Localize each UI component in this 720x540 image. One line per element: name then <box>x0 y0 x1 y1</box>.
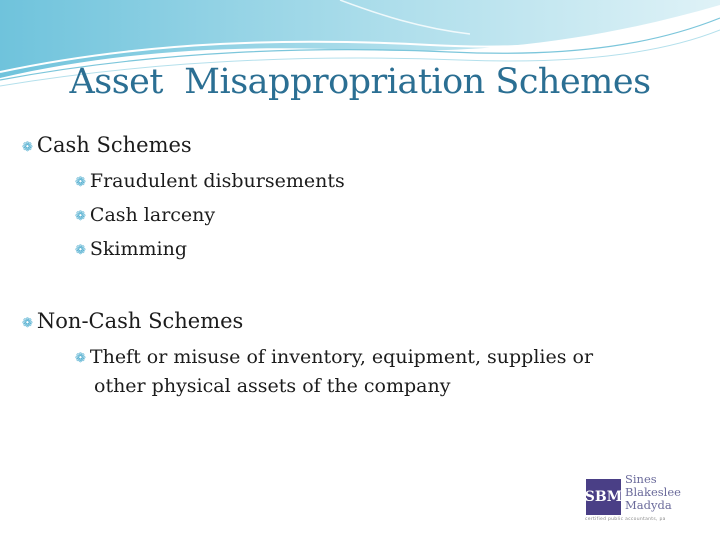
slide-title: Asset Misappropriation Schemes <box>69 62 651 102</box>
list-item-label: Skimming <box>89 238 188 260</box>
list-item-continuation: other physical assets of the company <box>94 375 451 397</box>
wingding-bullet-icon: ❁ <box>75 209 86 224</box>
section-label: Non-Cash Schemes <box>36 309 244 333</box>
section-label: Cash Schemes <box>36 133 192 157</box>
list-item-label: Cash larceny <box>89 204 216 226</box>
wingding-bullet-icon: ❁ <box>22 316 33 331</box>
logo-name: Blakeslee <box>625 485 681 499</box>
logo-tagline: certified public accountants, pa <box>585 517 666 522</box>
list-item-label: Theft or misuse of inventory, equipment, supplies or <box>89 346 594 368</box>
logo-name: Madyda <box>625 498 672 512</box>
list-item <box>75 170 345 192</box>
wingding-bullet-icon: ❁ <box>22 140 33 155</box>
wingding-bullet-icon: ❁ <box>75 351 86 366</box>
list-item <box>75 238 187 260</box>
section-cash-schemes <box>22 133 192 157</box>
list-item <box>75 204 215 226</box>
logo-monogram: SBM <box>586 479 621 515</box>
list-item-label: Fraudulent disbursements <box>89 170 345 192</box>
list-item <box>75 346 593 368</box>
logo-names <box>625 473 681 512</box>
wingding-bullet-icon: ❁ <box>75 243 86 258</box>
section-non-cash-schemes <box>22 309 243 333</box>
wingding-bullet-icon: ❁ <box>75 175 86 190</box>
logo-name: Sines <box>625 472 657 486</box>
sbm-logo <box>585 470 680 525</box>
